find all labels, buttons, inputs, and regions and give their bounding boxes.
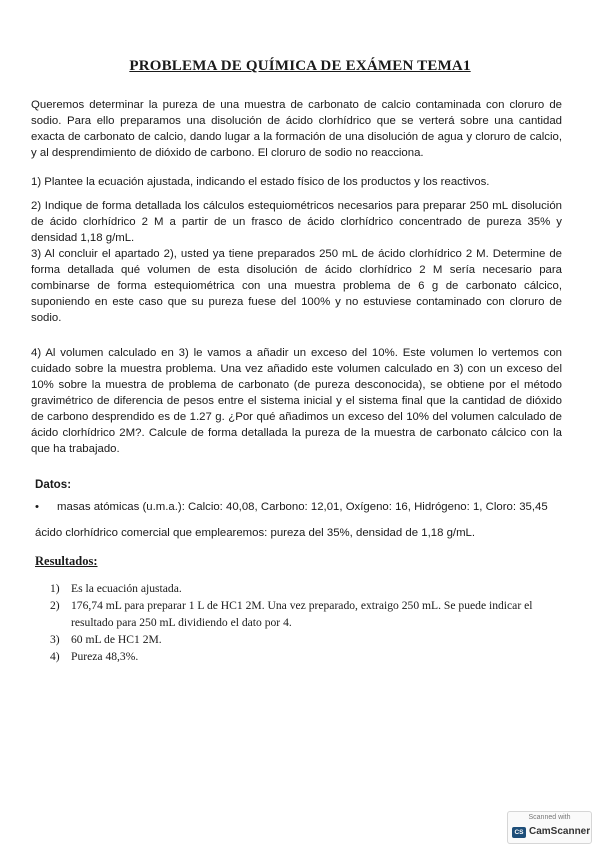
resultado-text: 60 mL de HC1 2M. (71, 633, 162, 646)
scanner-brand-name: CamScanner (529, 826, 591, 837)
question-2: 2) Indique de forma detallada los cálculos estequiométricos necesarios para preparar 250 mL disolución de ácido clorhídrico 2 M a partir de un frasco de ácido clorhídrico concentrado de pureza 35% y densidad 1,18 g/mL. (31, 200, 562, 244)
datos-extra-line: ácido clorhídrico comercial que emplearemos: pureza del 35%, densidad de 1,18 g/mL. (35, 527, 476, 539)
datos-item-text: masas atómicas (u.m.a.): Calcio: 40,08, Carbono: 12,01, Oxígeno: 16, Hidrógeno: 1, Cloro: 35,45 (57, 501, 548, 513)
resultado-text: Es la ecuación ajustada. (71, 582, 182, 595)
resultado-item (50, 597, 560, 631)
camscanner-logo-icon: CS (512, 827, 526, 838)
resultado-number: 3) (50, 633, 60, 646)
document-title: PROBLEMA DE QUÍMICA DE EXÁMEN TEMA1 (129, 58, 471, 74)
resultados-heading: Resultados: (35, 554, 98, 568)
resultado-item (50, 631, 560, 648)
question-1: 1) Plantee la ecuación ajustada, indicando el estado físico de los productos y los reactivos. (31, 176, 490, 188)
resultados-list (50, 580, 560, 665)
resultado-number: 2) (50, 599, 60, 612)
resultado-text: Pureza 48,3%. (71, 650, 139, 663)
scanner-watermark (507, 811, 592, 844)
resultado-number: 1) (50, 582, 60, 595)
bullet-icon: • (35, 501, 39, 513)
intro-paragraph: Queremos determinar la pureza de una muestra de carbonato de calcio contaminada con cloruro de sodio. Para ello preparamos una disolución de ácido clorhídrico que se verterá sobre una cantidad exacta de carbonato de calcio, dando lugar a la formación de una disolución de agua y cloruro de calcio, y al desprendimiento de dióxido de carbono. El cloruro de sodio no reacciona. (31, 99, 562, 159)
scanner-watermark-caption: Scanned with (528, 814, 571, 821)
resultado-item (50, 648, 560, 665)
resultado-item (50, 580, 560, 597)
resultado-number: 4) (50, 650, 60, 663)
question-3: 3) Al concluir el apartado 2), usted ya tiene preparados 250 mL de ácido clorhídrico 2 M. Determine de forma detallada qué volumen de esta disolución de ácido clorhídrico 2 M sería necesario para combinarse de forma estequiométrica con una muestra problema de 6 g de carbonato cálcico, suponiendo en este caso que su pureza fuese del 100% y no estuviese contaminado con cloruro de sodio. (31, 248, 562, 324)
resultado-text: 176,74 mL para preparar 1 L de HC1 2M. Una vez preparado, extraigo 250 mL. Se puede indicar el resultado para 250 mL dividiendo el dato por 4. (71, 599, 533, 629)
datos-heading: Datos: (35, 478, 72, 491)
datos-item (35, 501, 548, 513)
question-4: 4) Al volumen calculado en 3) le vamos a añadir un exceso del 10%. Este volumen lo vertemos con cuidado sobre la muestra problema. Una vez añadido este volumen calculado en 3) con un exceso del 10% sobre la muestra de problema de carbonato (de pureza desconocida), se obtiene por el método gravimétrico de diferencia de pesos entre el sistema inicial y el sistema final que la cantidad de dióxido de carbono desprendido es de 1.27 g. ¿Por qué añadimos un exceso del 10% del volumen calculado de ácido clorhídrico 2M?. Calcule de forma detallada la pureza de la muestra de carbonato cálcico con la que ha trabajado. (31, 347, 562, 455)
